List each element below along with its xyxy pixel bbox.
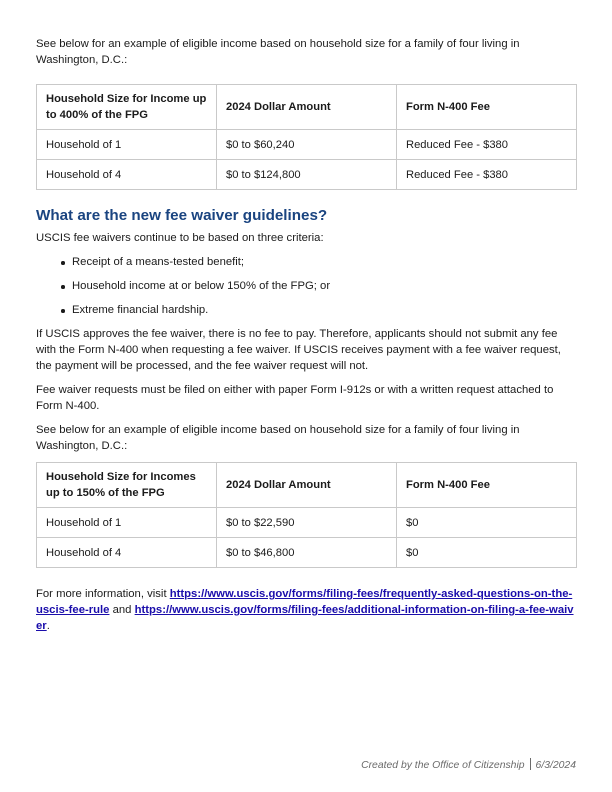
more-info-paragraph xyxy=(36,586,576,634)
intro-paragraph-2: See below for an example of eligible income based on household size for a family of four living in Washington, D.C.: xyxy=(36,424,520,452)
table-cell: $0 to $60,240 xyxy=(217,130,397,160)
column-header-household-size: Household Size for Income up to 400% of the FPG xyxy=(37,85,217,130)
column-header-household-size: Household Size for Incomes up to 150% of the FPG xyxy=(37,463,217,508)
table-row xyxy=(37,130,577,160)
table-row xyxy=(37,160,577,190)
intro-paragraph-1: See below for an example of eligible income based on household size for a family of four living in Washington, D.C.: xyxy=(36,38,520,66)
table-cell: $0 to $124,800 xyxy=(217,160,397,190)
table-cell: $0 xyxy=(397,538,577,568)
column-header-fee: Form N-400 Fee xyxy=(397,463,577,508)
filing-paragraph: Fee waiver requests must be filed on either with paper Form I-912s or with a written request attached to Form N-400. xyxy=(36,384,554,412)
more-info-conjunction: and xyxy=(109,604,135,616)
more-info-prefix: For more information, visit xyxy=(36,588,170,600)
fee-waiver-info-link[interactable]: https://www.uscis.gov/forms/filing-fees/additional-information-on-filing-a-fee-waiver xyxy=(36,604,574,632)
criteria-intro: USCIS fee waivers continue to be based on three criteria: xyxy=(36,232,324,244)
table-cell: Reduced Fee - $380 xyxy=(397,130,577,160)
list-item: Household income at or below 150% of the FPG; or xyxy=(36,278,576,302)
table-cell: $0 xyxy=(397,508,577,538)
list-item: Receipt of a means-tested benefit; xyxy=(36,254,576,278)
column-header-fee: Form N-400 Fee xyxy=(397,85,577,130)
fee-table-400-fpg xyxy=(36,84,577,190)
column-header-dollar-amount: 2024 Dollar Amount xyxy=(217,463,397,508)
table-row xyxy=(37,538,577,568)
fee-rule-faq-link[interactable]: https://www.uscis.gov/forms/filing-fees/frequently-asked-questions-on-the-uscis-fee-rule xyxy=(36,588,573,616)
table-header-row xyxy=(37,463,577,508)
more-info-suffix: . xyxy=(46,620,50,632)
fee-table-150-fpg xyxy=(36,462,577,568)
table-cell: Household of 1 xyxy=(37,508,217,538)
footer-credit: Created by the Office of Citizenship xyxy=(361,760,525,771)
table-cell: $0 to $22,590 xyxy=(217,508,397,538)
table-header-row xyxy=(37,85,577,130)
footer-divider xyxy=(530,758,531,770)
criteria-list xyxy=(36,254,576,326)
section-heading: What are the new fee waiver guidelines? xyxy=(36,207,328,224)
table-cell: $0 to $46,800 xyxy=(217,538,397,568)
list-item: Extreme financial hardship. xyxy=(36,302,576,326)
table-row xyxy=(37,508,577,538)
table-cell: Household of 4 xyxy=(37,160,217,190)
table-cell: Reduced Fee - $380 xyxy=(397,160,577,190)
table-cell: Household of 4 xyxy=(37,538,217,568)
approval-paragraph: If USCIS approves the fee waiver, there is no fee to pay. Therefore, applicants should not submit any fee with the Form N-400 when requesting a fee waiver. If USCIS receives payment with a fee waiver request, the payment will be processed, and the fee waiver request will not. xyxy=(36,328,561,372)
column-header-dollar-amount: 2024 Dollar Amount xyxy=(217,85,397,130)
footer-date: 6/3/2024 xyxy=(535,760,576,771)
page-footer xyxy=(361,758,576,773)
table-cell: Household of 1 xyxy=(37,130,217,160)
